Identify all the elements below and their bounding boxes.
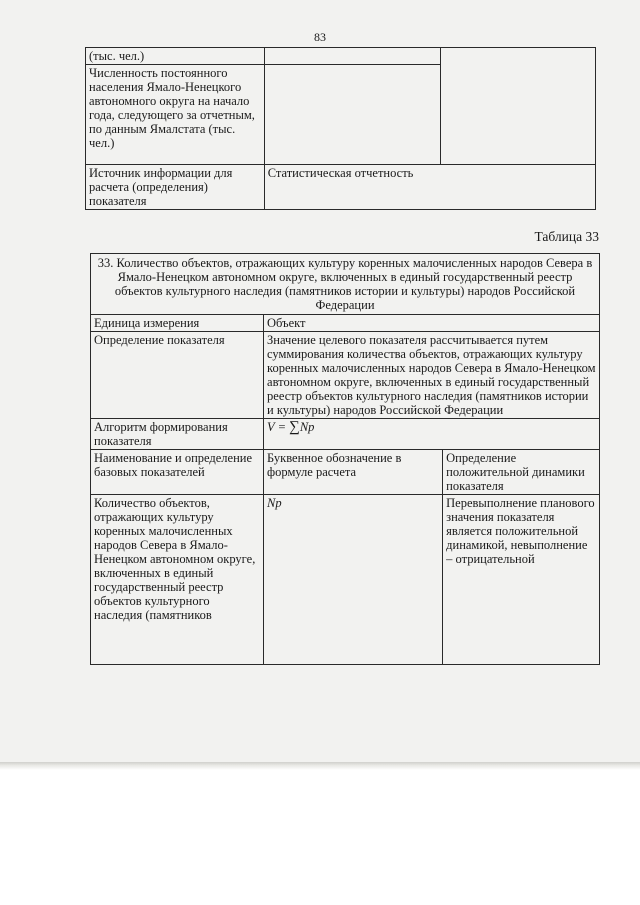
row-label: Численность постоянного населения Ямало-Ненецкого автономного округа на начало года, следующего за отчетным, по данным Ямалстата (тыс. чел.) — [86, 65, 265, 165]
base-indicator-name: Количество объектов, отражающих культуру коренных малочисленных народов Севера в Ямало-Ненецком автономном округе, включенных в единый государственный реестр объектов культурного наследия (памятников — [91, 495, 264, 665]
row-value: Статистическая отчетность — [264, 165, 595, 210]
algorithm-label: Алгоритм формирования показателя — [91, 419, 264, 450]
unit-value: Объект — [264, 315, 600, 332]
table-caption: Таблица 33 — [534, 229, 599, 244]
definition-label: Определение показателя — [91, 332, 264, 419]
formula — [264, 419, 600, 450]
base-indicator-symbol: Np — [264, 495, 443, 665]
table-row — [91, 419, 600, 450]
table-row — [91, 495, 600, 665]
row-value — [264, 48, 441, 65]
base-indicator-dynamics: Перевыполнение планового значения показателя является положительной динамикой, невыполнение – отрицательной — [443, 495, 600, 665]
formula-rhs: Np — [299, 420, 315, 434]
table-title: 33. Количество объектов, отражающих культуру коренных малочисленных народов Севера в Ямало-Ненецком автономном округе, включенных в единый государственный реестр объектов культурного наследия (памятников истории и культуры) народов Российской Федерации — [91, 254, 600, 315]
table-row — [91, 315, 600, 332]
indicator-table-33 — [90, 253, 600, 665]
definition-value: Значение целевого показателя рассчитывается путем суммирования количества объектов, отражающих культуру коренных малочисленных народов Севера в Ямало-Ненецком автономном округе, включенных в единый государственный реестр объектов культурного наследия (памятников истории и культуры) народов Российской Федерации — [264, 332, 600, 419]
row-label: Источник информации для расчета (определения) показателя — [86, 165, 265, 210]
table-row — [86, 48, 596, 65]
row-label: (тыс. чел.) — [86, 48, 265, 65]
unit-label: Единица измерения — [91, 315, 264, 332]
header-name: Наименование и определение базовых показателей — [91, 450, 264, 495]
row-value — [264, 65, 441, 165]
page-number: 83 — [314, 30, 326, 44]
table-header-row — [91, 450, 600, 495]
header-symbol: Буквенное обозначение в формуле расчета — [264, 450, 443, 495]
formula-lhs: V = — [267, 420, 290, 434]
scan-edge — [0, 762, 640, 770]
table-row — [91, 332, 600, 419]
sum-symbol: ∑ — [289, 419, 300, 435]
empty-cell — [441, 48, 596, 165]
header-dynamics: Определение положительной динамики показателя — [443, 450, 600, 495]
table-row — [86, 165, 596, 210]
table-title-row — [91, 254, 600, 315]
previous-indicator-table — [85, 47, 596, 210]
